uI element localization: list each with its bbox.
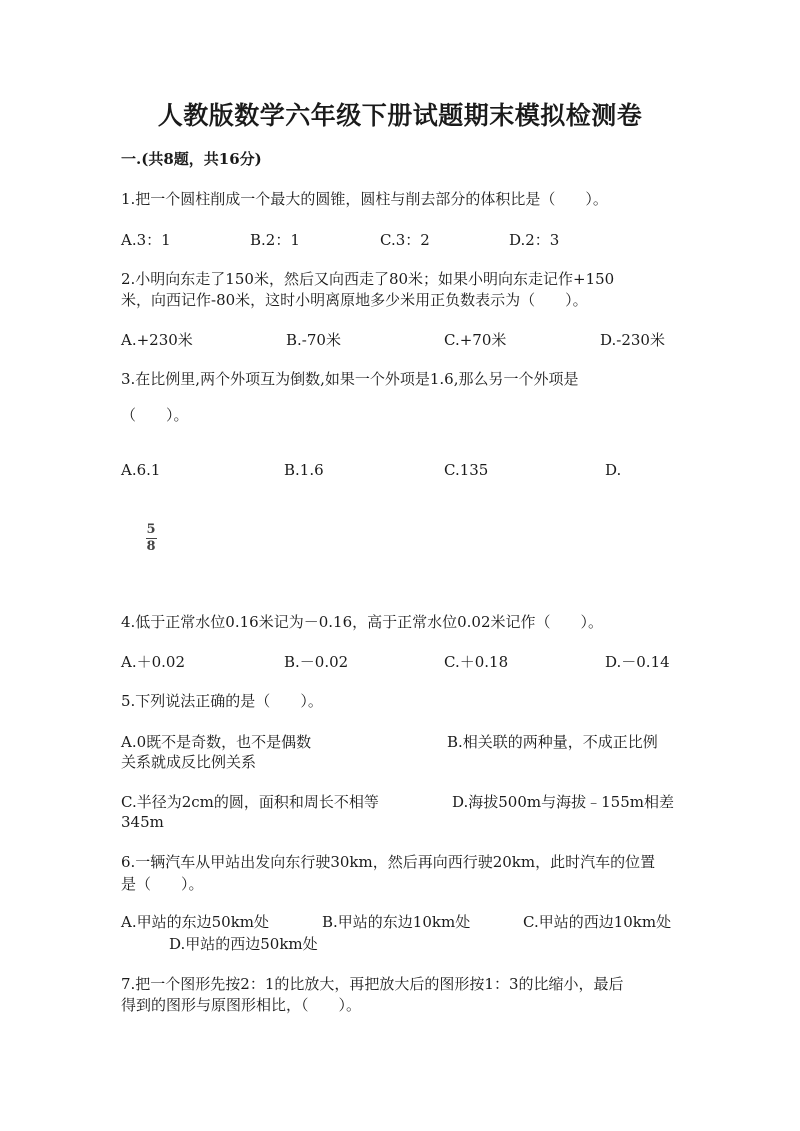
question-2-option-d: D.-230米 — [600, 331, 665, 349]
fraction-denominator: 8 — [146, 539, 156, 554]
question-2-stem-line-1: 2.小明向东走了150米，然后又向西走了80米；如果小明向东走记作+150 — [121, 270, 615, 288]
question-5-option-b-line-1: B.相关联的两种量，不成正比例 — [447, 733, 658, 751]
question-1-option-c: C.3：2 — [380, 231, 430, 249]
question-5-option-d-line-2: 345m — [121, 813, 164, 831]
question-6-option-d: D.甲站的西边50km处 — [169, 935, 318, 953]
question-4-option-c: C.＋0.18 — [444, 653, 509, 671]
question-2-stem-line-2: 米，向西记作-80米，这时小明离原地多少米用正负数表示为（ ）。 — [121, 291, 588, 309]
question-1-option-b: B.2：1 — [250, 231, 300, 249]
fraction-numerator: 5 — [146, 522, 156, 537]
question-5-option-b-line-2: 关系就成反比例关系 — [121, 753, 257, 771]
question-2-option-b: B.-70米 — [286, 331, 341, 349]
question-5-option-c: C.半径为2cm的圆，面积和周长不相等 — [121, 793, 379, 811]
question-2-option-a: A.+230米 — [121, 331, 193, 349]
question-3-stem-line-2: （ ）。 — [121, 406, 189, 424]
question-3-option-d: D. — [605, 461, 622, 479]
page-title: 人教版数学六年级下册试题期末模拟检测卷 — [157, 101, 643, 130]
question-4-option-d: D.－0.14 — [605, 653, 670, 671]
question-2-option-c: C.+70米 — [444, 331, 507, 349]
question-6-option-b: B.甲站的东边10km处 — [322, 913, 471, 931]
question-7-stem-line-1: 7.把一个图形先按2：1的比放大，再把放大后的图形按1：3的比缩小，最后 — [121, 975, 624, 993]
question-6-stem-line-2: 是（ ）。 — [121, 875, 204, 893]
question-5-option-a: A.0既不是奇数，也不是偶数 — [121, 733, 312, 751]
question-4-stem: 4.低于正常水位0.16米记为－0.16，高于正常水位0.02米记作（ ）。 — [121, 613, 604, 631]
question-3-option-a: A.6.1 — [121, 461, 161, 479]
question-6-option-a: A.甲站的东边50km处 — [121, 913, 270, 931]
question-6-stem-line-1: 6.一辆汽车从甲站出发向东行驶30km，然后再向西行驶20km，此时汽车的位置 — [121, 853, 656, 871]
question-1-option-a: A.3：1 — [121, 231, 171, 249]
question-3-stem-line-1: 3.在比例里,两个外项互为倒数,如果一个外项是1.6,那么另一个外项是 — [121, 370, 579, 388]
question-4-option-a: A.＋0.02 — [121, 653, 185, 671]
question-3-option-b: B.1.6 — [284, 461, 324, 479]
question-1-stem: 1.把一个圆柱削成一个最大的圆锥，圆柱与削去部分的体积比是（ ）。 — [121, 190, 608, 208]
question-3-fraction — [143, 523, 159, 554]
question-5-option-d-line-1: D.海拔500m与海拔﹣155m相差 — [452, 793, 674, 811]
question-6-option-c: C.甲站的西边10km处 — [523, 913, 672, 931]
question-7-stem-line-2: 得到的图形与原图形相比，（ ）。 — [121, 996, 362, 1014]
question-1-option-d: D.2：3 — [509, 231, 560, 249]
question-5-stem: 5.下列说法正确的是（ ）。 — [121, 692, 323, 710]
section-heading: 一.(共8题，共16分) — [121, 150, 262, 168]
question-3-option-c: C.135 — [444, 461, 489, 479]
question-4-option-b: B.－0.02 — [284, 653, 349, 671]
